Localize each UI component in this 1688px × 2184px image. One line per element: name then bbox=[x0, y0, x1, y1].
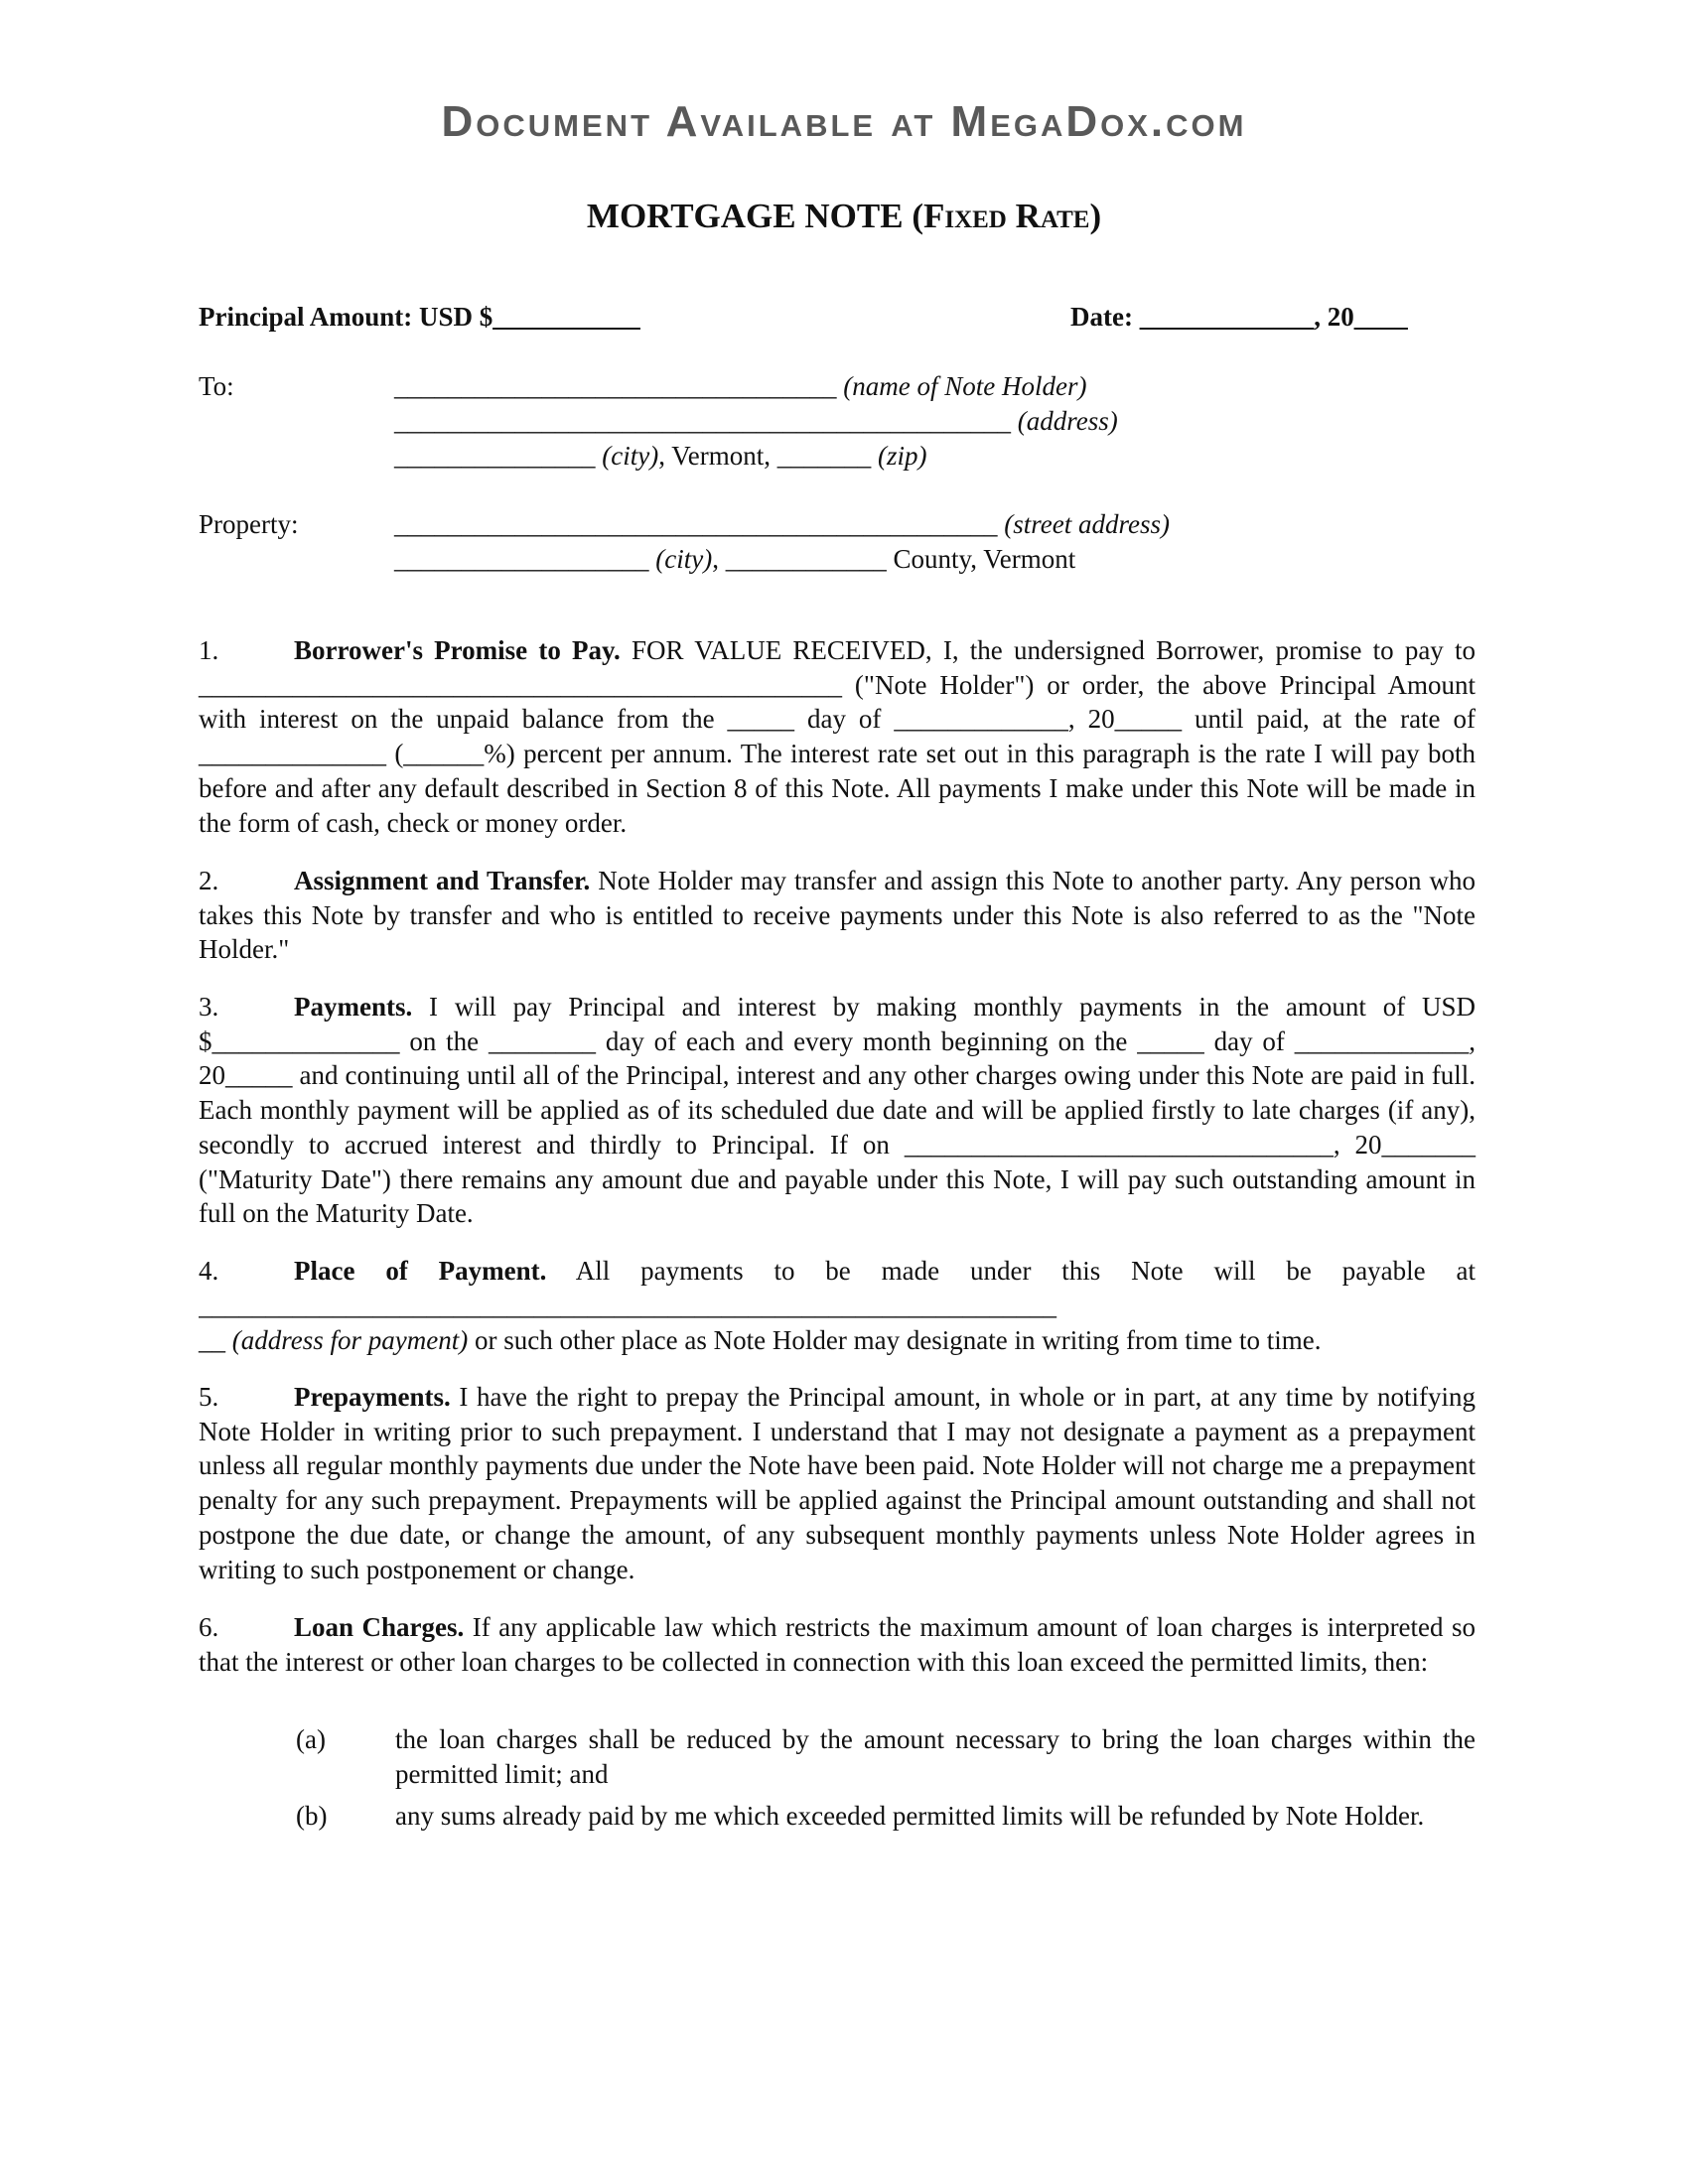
document-title bbox=[0, 197, 1688, 236]
note-holder-name-blank[interactable]: _________________________________ bbox=[394, 371, 837, 401]
section-heading: Assignment and Transfer. bbox=[294, 866, 591, 895]
section-number: 6. bbox=[199, 1612, 219, 1642]
principal-label: Principal Amount: USD $ bbox=[199, 302, 493, 332]
date-field bbox=[1070, 300, 1408, 335]
item-text: the loan charges shall be reduced by the amount necessary to bring the loan charges within the permitted limit; and bbox=[395, 1724, 1476, 1789]
section-6-item-a bbox=[296, 1722, 1476, 1791]
megadox-watermark: Document Available at MegaDox.com bbox=[441, 97, 1247, 146]
county-text: County, Vermont bbox=[886, 544, 1076, 574]
section-5 bbox=[199, 1380, 1476, 1586]
section-text: FOR VALUE RECEIVED, I, the undersigned Borrower, promise to pay to ________________________________________________ ("Note Holder") or order, the above Principal Amount with interest on the unpaid balance from the _____ day of _____________, 20_____ until paid, at the rate of ______________ (______%) percent per annum. The interest rate set out in this paragraph is the rate I will pay both before and after any default described in Section 8 of this Note. All payments I make under this Note will be made in the form of cash, check or money order. bbox=[199, 635, 1476, 838]
property-label: Property: bbox=[199, 509, 299, 539]
section-heading: Payments. bbox=[294, 992, 413, 1022]
section-heading: Prepayments. bbox=[294, 1382, 451, 1412]
payment-address-hint: (address for payment) bbox=[231, 1325, 469, 1355]
comma: , bbox=[712, 544, 726, 574]
item-label: (a) bbox=[296, 1724, 326, 1754]
address-blank[interactable]: ______________________________________________ bbox=[394, 406, 1011, 436]
section-number: 5. bbox=[199, 1382, 219, 1412]
property-city-blank[interactable]: ___________________ bbox=[394, 544, 649, 574]
street-address-hint: (street address) bbox=[1004, 509, 1170, 539]
section-2 bbox=[199, 864, 1476, 967]
county-blank[interactable]: ____________ bbox=[725, 544, 887, 574]
payment-address-blank-cont[interactable]: __ bbox=[199, 1325, 225, 1355]
street-address-blank[interactable]: _____________________________________________ bbox=[394, 509, 998, 539]
section-number: 2. bbox=[199, 866, 219, 895]
to-line-3 bbox=[394, 439, 926, 474]
section-3 bbox=[199, 990, 1476, 1231]
item-label: (b) bbox=[296, 1801, 328, 1831]
section-text: I have the right to prepay the Principal amount, in whole or in part, at any time by notifying Note Holder in writing prior to such prepayment. I understand that I may not designate a payment as a prepayment unless all regular monthly payments due under the Note have been paid. Note Holder will not charge me a prepayment penalty for any such prepayment. Prepayments will be applied against the Principal amount outstanding and shall not postpone the due date, or change the amount, of any subsequent monthly payments unless Note Holder agrees in writing to such postponement or change. bbox=[199, 1382, 1476, 1584]
to-label: To: bbox=[199, 371, 234, 401]
section-heading: Place of Payment. bbox=[294, 1256, 547, 1286]
section-6-item-b bbox=[296, 1799, 1476, 1834]
principal-amount-blank[interactable]: ___________ bbox=[492, 302, 640, 332]
to-line-2 bbox=[394, 404, 1118, 439]
zip-hint: (zip) bbox=[877, 441, 927, 471]
section-heading: Borrower's Promise to Pay. bbox=[294, 635, 621, 665]
date-blank[interactable]: _____________, 20____ bbox=[1139, 302, 1408, 332]
principal-amount-field bbox=[199, 300, 640, 335]
property-line-1 bbox=[394, 507, 1170, 542]
title-main: MORTGAGE NOTE ( bbox=[586, 197, 923, 235]
property-line-2 bbox=[394, 542, 1075, 577]
city-blank[interactable]: _______________ bbox=[394, 441, 596, 471]
section-number: 3. bbox=[199, 992, 219, 1022]
section-number: 1. bbox=[199, 635, 219, 665]
to-line-1 bbox=[394, 369, 1086, 404]
date-label: Date: bbox=[1070, 302, 1133, 332]
item-text: any sums already paid by me which exceeded permitted limits will be refunded by Note Holder. bbox=[395, 1801, 1425, 1831]
title-close: ) bbox=[1089, 197, 1102, 235]
note-holder-name-hint: (name of Note Holder) bbox=[843, 371, 1087, 401]
state-text: , Vermont, bbox=[658, 441, 777, 471]
address-hint: (address) bbox=[1017, 406, 1118, 436]
section-text: All payments to be made under this Note will be payable at bbox=[546, 1256, 1476, 1286]
section-text: If any applicable law which restricts the maximum amount of loan charges is interpreted so that the interest or other loan charges to be collected in connection with this loan exceed the permitted limits, then: bbox=[199, 1612, 1477, 1677]
title-subtitle: Fixed Rate bbox=[922, 197, 1090, 235]
section-text: Note Holder may transfer and assign this Note to another party. Any person who takes this Note by transfer and who is entitled to receive payments under this Note is also referred to as the "Note Holder." bbox=[199, 866, 1476, 965]
city-hint: (city) bbox=[602, 441, 659, 471]
section-4-line-3 bbox=[199, 1323, 1322, 1358]
section-heading: Loan Charges. bbox=[294, 1612, 465, 1642]
section-4 bbox=[199, 1254, 1476, 1289]
section-number: 4. bbox=[199, 1256, 219, 1286]
section-6 bbox=[199, 1610, 1476, 1679]
payment-address-blank[interactable]: ________________________________________________________________ bbox=[199, 1291, 1056, 1320]
zip-blank[interactable]: _______ bbox=[776, 441, 872, 471]
property-city-hint: (city) bbox=[655, 544, 713, 574]
section-1 bbox=[199, 633, 1476, 840]
section-text: or such other place as Note Holder may designate in writing from time to time. bbox=[468, 1325, 1322, 1355]
section-text: I will pay Principal and interest by making monthly payments in the amount of USD $______________ on the ________ day of each and every month beginning on the _____ day of _____________, 20_____ and continuing until all of the Principal, interest and any other charges owing under this Note are paid in full. Each monthly payment will be applied as of its scheduled due date and will be applied firstly to late charges (if any), secondly to accrued interest and thirdly to Principal. If on ________________________________, 20_______ ("Maturity Date") there remains any amount due and payable under this Note, I will pay such outstanding amount in full on the Maturity Date. bbox=[199, 992, 1476, 1229]
